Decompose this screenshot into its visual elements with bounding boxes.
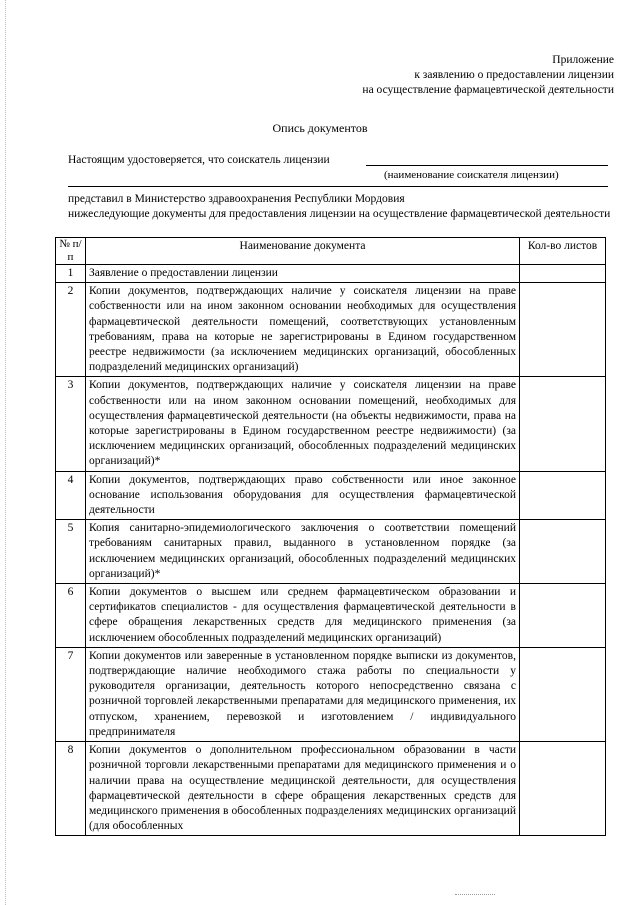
table-row: [56, 265, 606, 283]
table-row: [56, 584, 606, 648]
row-num: 3: [56, 377, 86, 471]
row-document-name: Копии документов, подтверждающих наличие у соискателя лицензии на праве собственности или на ином законном основании необходимых для осуществления фармацевтической деятельности помещений, соответствующих установленным требованиям, права на которые не зарегистрированы в Едином государственном реестре недвижимости (за исключением медицинских организаций, обособленных подразделений медицинских организаций): [86, 283, 520, 377]
row-sheets: [520, 377, 606, 471]
row-document-name: Копия санитарно-эпидемиологического заключения о соответствии помещений требованиям санитарных правил, выданного в установленном порядке (за исключением медицинских организаций, обособленных подразделений медицинских организаций)*: [86, 520, 520, 584]
licensee-name-hint: (наименование соискателя лицензии): [384, 169, 559, 181]
row-sheets: [520, 283, 606, 377]
row-document-name: Копии документов, подтверждающих наличие у соискателя лицензии на праве собственности или на ином законном основании помещений, необходимых для осуществления фармацевтической деятельности (на объекты недвижимости, права на которые зарегистрированы в Едином государственном реестре недвижимости) (за исключением медицинских организаций, обособленных подразделений медицинских организаций)*: [86, 377, 520, 471]
row-document-name: Копии документов или заверенные в установленном порядке выписки из документов, подтверждающие наличие необходимого стажа работы по специальности у руководителя организации, деятельность которого непосредственно связана с розничной торговлей лекарственными препаратами для медицинского применения, их отпуском, хранением, перевозкой и изготовлением / индивидуального предпринимателя: [86, 647, 520, 741]
licensee-name-blank: [366, 165, 608, 166]
row-document-name: Копии документов о дополнительном профессиональном образовании в части розничной торговли лекарственными препаратами для медицинского применения и о наличии права на осуществление медицинской деятельности, для осуществления фармацевтической деятельности в сфере обращения лекарственных средств для медицинского применения в обособленных подразделениях медицинских организаций (для обособленных: [86, 742, 520, 836]
row-num: 6: [56, 584, 86, 648]
blank-line: [68, 186, 608, 187]
row-sheets: [520, 265, 606, 283]
table-row: [56, 471, 606, 520]
certify-text: Настоящим удостоверяется, что соискатель лицензии: [68, 154, 330, 166]
appendix-line: Приложение: [552, 54, 614, 66]
table-row: [56, 647, 606, 741]
row-num: 1: [56, 265, 86, 283]
row-num: 7: [56, 647, 86, 741]
row-sheets: [520, 647, 606, 741]
row-num: 2: [56, 283, 86, 377]
table-header-row: [56, 238, 606, 265]
row-num: 8: [56, 742, 86, 836]
appendix-line: к заявлению о предоставлении лицензии: [414, 69, 614, 81]
row-num: 5: [56, 520, 86, 584]
column-header-sheets: Кол-во листов: [520, 238, 606, 265]
table-row: [56, 377, 606, 471]
documents-table: [55, 237, 606, 836]
row-document-name: Заявление о предоставлении лицензии: [86, 265, 520, 283]
appendix-note: [362, 53, 614, 98]
purpose-text: нижеследующие документы для предоставления лицензии на осуществление фармацевтической деятельности: [68, 208, 611, 220]
column-header-name: Наименование документа: [86, 238, 520, 265]
row-sheets: [520, 471, 606, 520]
appendix-line: на осуществление фармацевтической деятельности: [362, 84, 614, 96]
row-sheets: [520, 742, 606, 836]
column-header-num: № п/п: [56, 238, 86, 265]
row-document-name: Копии документов, подтверждающих право собственности или иное законное основание использования оборудования для осуществления фармацевтической деятельности: [86, 471, 520, 520]
scan-artifact: [455, 894, 495, 896]
page-title: Опись документов: [272, 121, 368, 135]
row-sheets: [520, 584, 606, 648]
table-row: [56, 283, 606, 377]
row-sheets: [520, 520, 606, 584]
submitted-text: представил в Министерство здравоохранения Республики Мордовия: [68, 193, 405, 205]
table-row: [56, 520, 606, 584]
row-num: 4: [56, 471, 86, 520]
table-row: [56, 742, 606, 836]
row-document-name: Копии документов о высшем или среднем фармацевтическом образовании и сертификатов специалистов - для осуществления фармацевтической деятельности в сфере обращения лекарственных средств для медицинского применения (за исключением обособленных подразделений медицинских организаций): [86, 584, 520, 648]
